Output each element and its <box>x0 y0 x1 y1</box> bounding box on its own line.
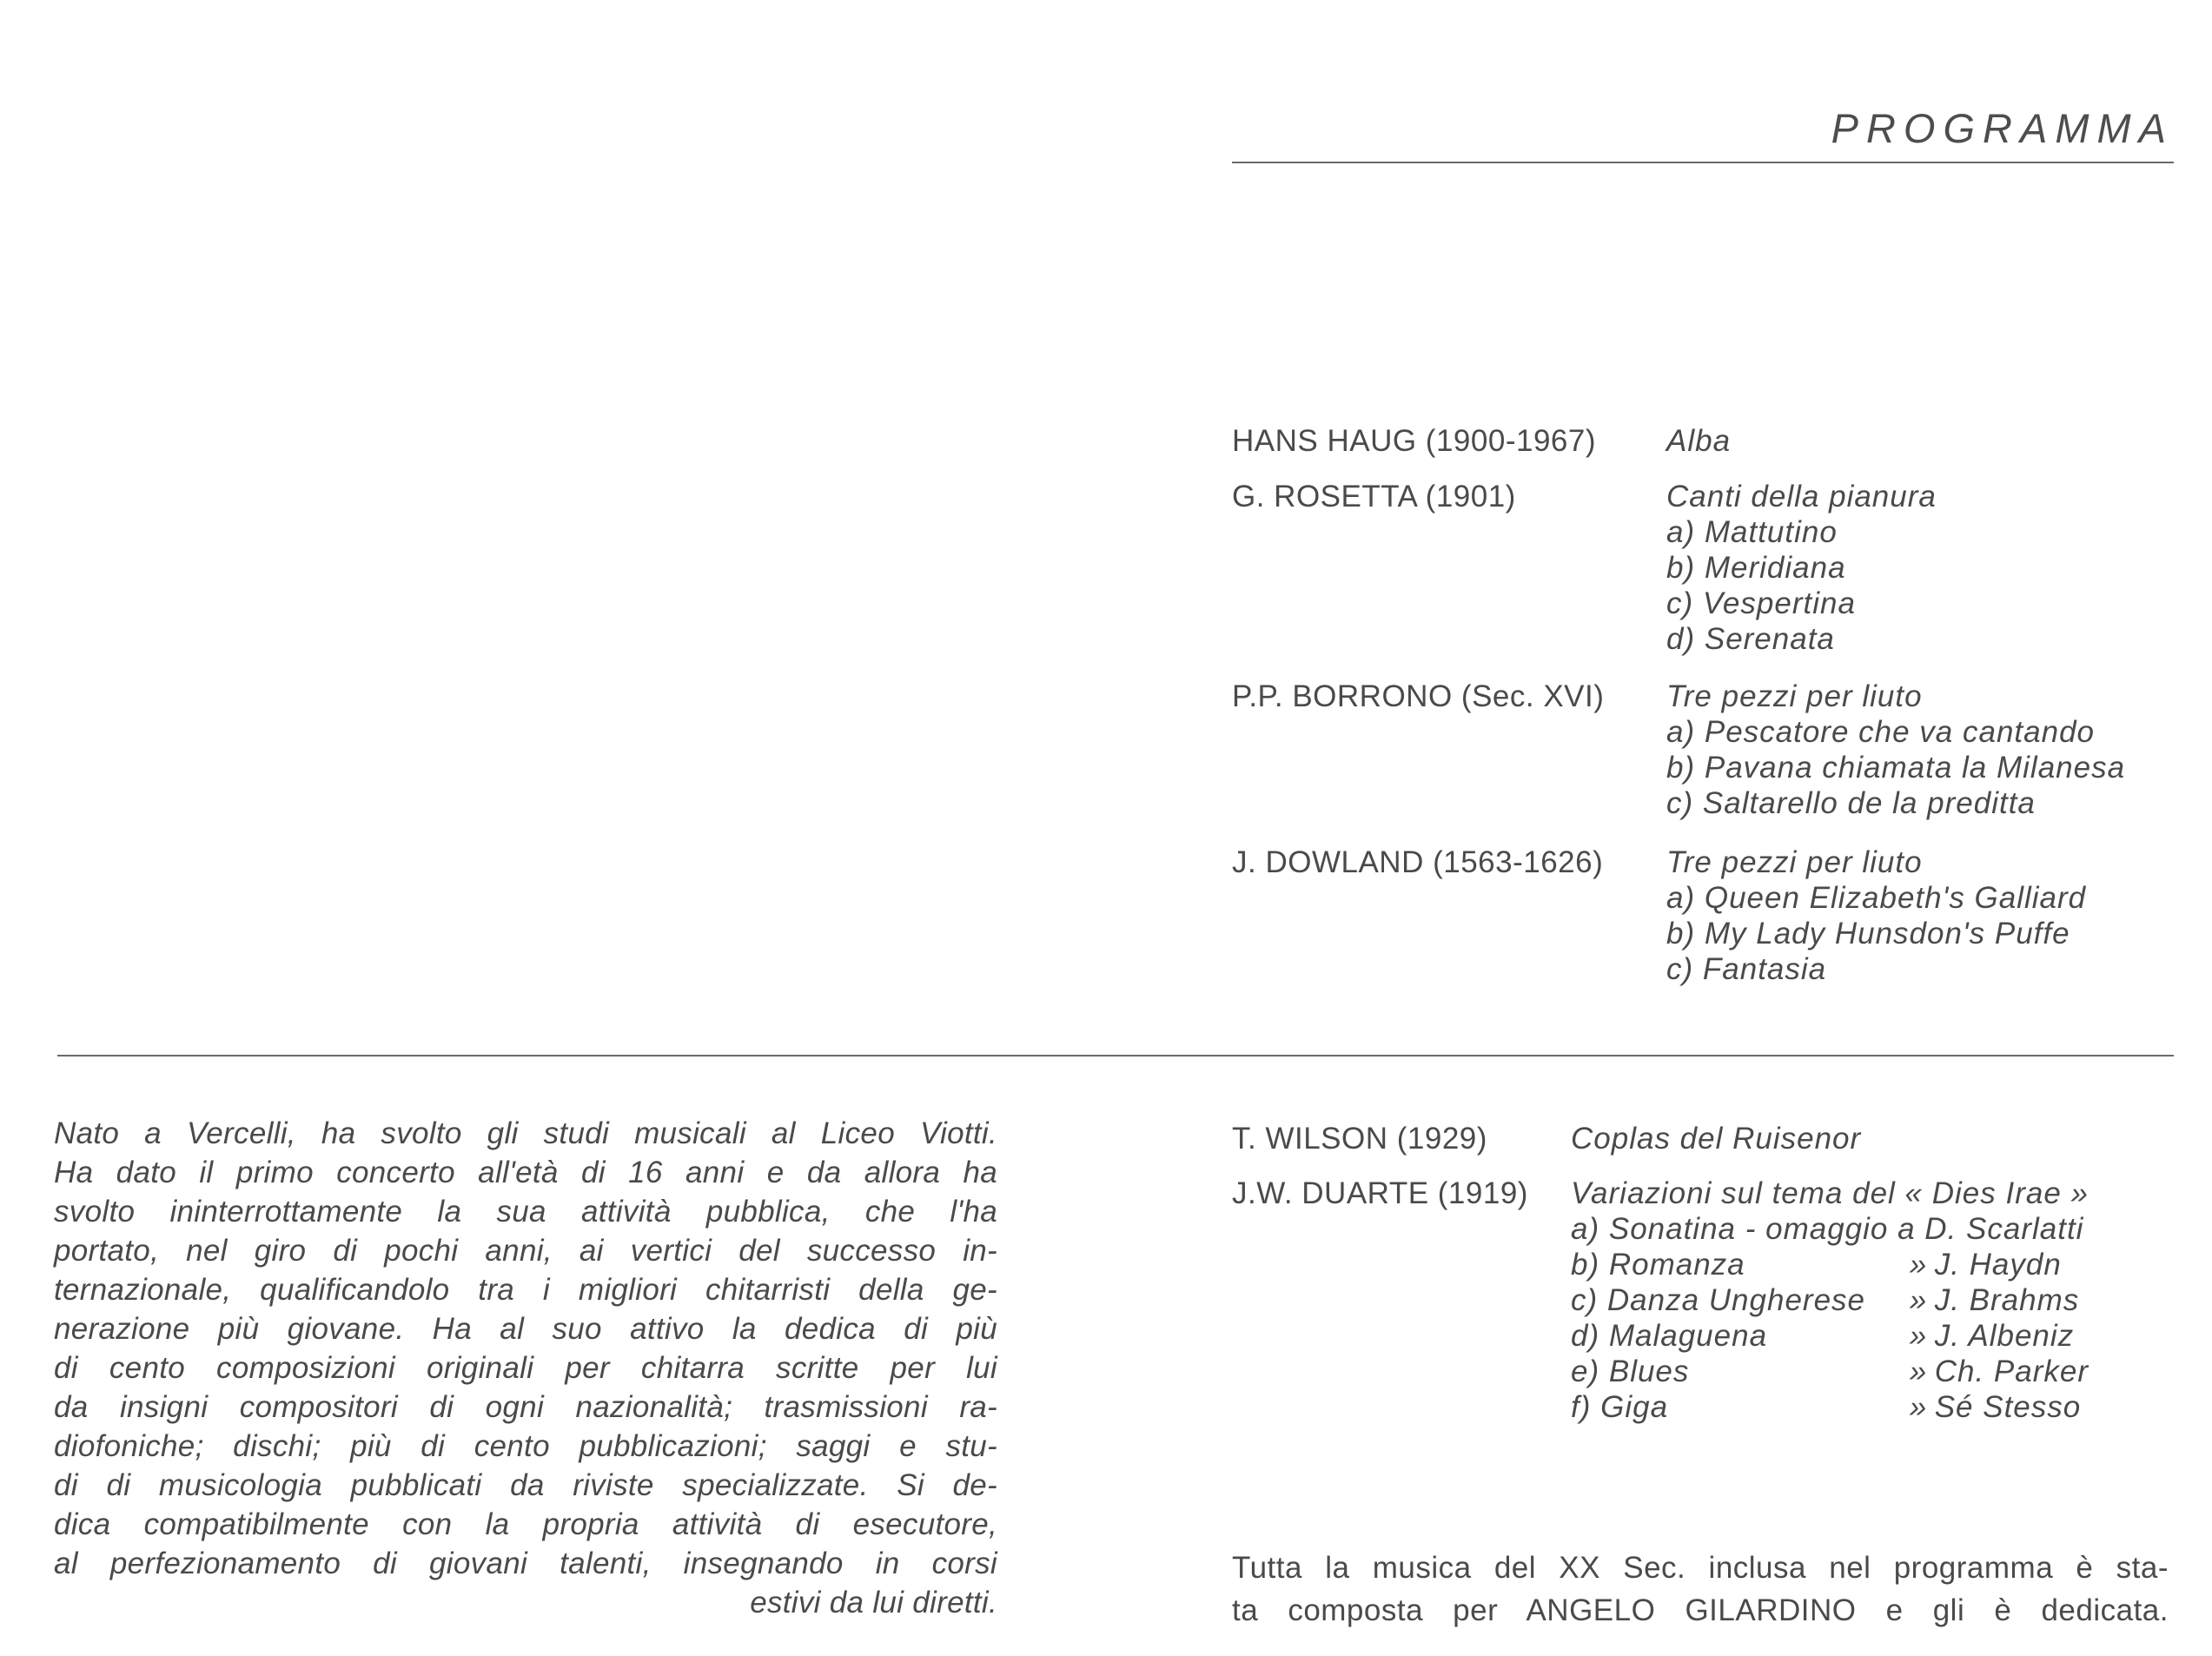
biography-line: Nato a Vercelli, ha svolto gli studi musicali al Liceo Viotti. <box>54 1116 997 1150</box>
ditto-mark: » <box>1909 1319 1928 1353</box>
ditto-mark: » <box>1909 1355 1928 1388</box>
biography-line: da insigni compositori di ogni nazionalità; trasmissioni ra- <box>54 1390 997 1424</box>
biography-line: diofoniche; dischi; più di cento pubblicazioni; saggi e stu- <box>54 1429 997 1463</box>
piece-title: Variazioni sul tema del « Dies Irae » <box>1571 1176 2089 1210</box>
biography <box>54 1114 997 1622</box>
biography-line: di di musicologia pubblicati da riviste specializzate. Si de- <box>54 1468 997 1502</box>
footer-note-line: Tutta la musica del XX Sec. inclusa nel programma è sta- <box>1232 1551 2169 1585</box>
biography-line: svolto ininterrottamente la sua attività pubblica, che l'ha <box>54 1195 997 1229</box>
biography-last-line: estivi da lui diretti. <box>750 1586 997 1620</box>
table-row <box>1571 1389 2089 1425</box>
dedicatee: Sé Stesso <box>1934 1390 2082 1424</box>
movement: b) Pavana chiamata la Milanesa <box>1666 751 2126 785</box>
movement: b) Meridiana <box>1666 551 1846 585</box>
dedicatee: J. Haydn <box>1934 1248 2062 1282</box>
composer-name: HANS HAUG (1900-1967) <box>1232 424 1596 458</box>
table-row <box>1571 1354 2089 1389</box>
movements-table <box>1571 1247 2089 1425</box>
page-title: PROGRAMMA <box>1831 105 2174 151</box>
movement-title: b) Romanza <box>1571 1248 1745 1282</box>
title-underline <box>1232 162 2174 163</box>
composer-name: T. WILSON (1929) <box>1232 1122 1487 1156</box>
footer-note-line: ta composta per ANGELO GILARDINO e gli è dedicata. <box>1232 1593 2169 1627</box>
piece-title: Coplas del Ruisenor <box>1571 1122 1862 1156</box>
biography-line: portato, nel giro di pochi anni, ai vertici del successo in- <box>54 1234 997 1268</box>
dedicatee: Ch. Parker <box>1934 1355 2089 1388</box>
table-row <box>1571 1318 2089 1354</box>
movement: a) Queen Elizabeth's Galliard <box>1666 881 2087 915</box>
composer-name: P.P. BORRONO (Sec. XVI) <box>1232 679 1605 713</box>
movement: d) Serenata <box>1666 622 1835 656</box>
ditto-mark: » <box>1909 1248 1928 1282</box>
movement: b) My Lady Hunsdon's Puffe <box>1666 917 2070 951</box>
biography-line: ternazionale, qualificandolo tra i migliori chitarristi della ge- <box>54 1273 997 1307</box>
ditto-mark: » <box>1909 1390 1928 1424</box>
dedicatee: J. Brahms <box>1934 1283 2080 1317</box>
movement: c) Fantasia <box>1666 952 1827 986</box>
ditto-mark: » <box>1909 1283 1928 1317</box>
movement: c) Vespertina <box>1666 586 1856 620</box>
movement-title: f) Giga <box>1571 1390 1669 1424</box>
table-row <box>1571 1247 2089 1282</box>
movement-title: e) Blues <box>1571 1355 1690 1388</box>
table-row <box>1571 1282 2089 1318</box>
movement: c) Saltarello de la preditta <box>1666 786 2036 820</box>
biography-line: di cento composizioni originali per chitarra scritte per lui <box>54 1351 997 1385</box>
dedicatee: J. Albeniz <box>1934 1319 2075 1353</box>
movement-title: d) Malaguena <box>1571 1319 1768 1353</box>
piece-title: Alba <box>1666 424 1732 458</box>
piece-title: Tre pezzi per liuto <box>1666 845 1923 879</box>
biography-line: dica compatibilmente con la propria attività di esecutore, <box>54 1507 997 1541</box>
movement: a) Mattutino <box>1666 515 1838 549</box>
biography-line: al perfezionamento di giovani talenti, insegnando in corsi <box>54 1547 997 1580</box>
footer-note <box>1232 1547 2169 1632</box>
composer-name: G. ROSETTA (1901) <box>1232 480 1516 513</box>
movement: a) Sonatina - omaggio a D. Scarlatti <box>1571 1212 2084 1246</box>
movement-title: c) Danza Ungherese <box>1571 1283 1865 1317</box>
composer-name: J. DOWLAND (1563-1626) <box>1232 845 1604 879</box>
section-divider <box>57 1055 2174 1057</box>
piece-title: Canti della pianura <box>1666 480 1937 513</box>
biography-line: nerazione più giovane. Ha al suo attivo la dedica di più <box>54 1312 997 1346</box>
composer-name: J.W. DUARTE (1919) <box>1232 1176 1528 1210</box>
piece-title: Tre pezzi per liuto <box>1666 679 1923 713</box>
movement: a) Pescatore che va cantando <box>1666 715 2096 749</box>
biography-line: Ha dato il primo concerto all'età di 16 anni e da allora ha <box>54 1156 997 1189</box>
